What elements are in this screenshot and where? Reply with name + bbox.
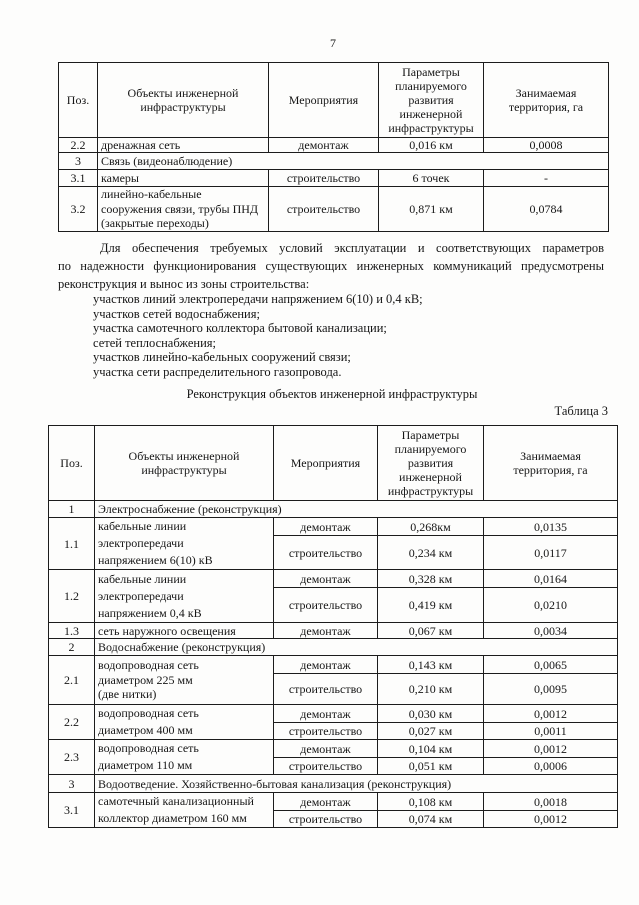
cell-measure: строительство	[274, 536, 378, 570]
cell-measure: демонтаж	[269, 138, 379, 153]
cell-parameter: 0,108 км	[378, 793, 484, 811]
cell-measure: строительство	[269, 187, 379, 232]
cell-parameter: 0,210 км	[378, 674, 484, 705]
cell-territory: 0,0006	[484, 758, 618, 775]
cell-territory: 0,0012	[484, 705, 618, 723]
cell-measure: демонтаж	[274, 656, 378, 674]
cell-position: 2.1	[49, 656, 95, 705]
cell-parameter: 0,030 км	[378, 705, 484, 723]
cell-territory: 0,0012	[484, 811, 618, 828]
list-item: участков линий электропередачи напряжением 6(10) и 0,4 кВ;	[93, 292, 423, 306]
table-row	[59, 187, 609, 232]
cell-parameter: 0,027 км	[378, 723, 484, 740]
section-title: Связь (видеонаблюдение)	[98, 153, 609, 170]
table-row	[49, 570, 618, 588]
cell-territory: 0,0008	[484, 138, 609, 153]
infrastructure-table-continued	[58, 62, 609, 232]
header-measures: Мероприятия	[274, 426, 378, 501]
table-row	[59, 170, 609, 187]
cell-parameter: 0,104 км	[378, 740, 484, 758]
header-parameters: Параметры планируемого развития инженерной инфраструктуры	[378, 426, 484, 501]
cell-territory: 0,0012	[484, 740, 618, 758]
header-position: Поз.	[59, 63, 98, 138]
cell-object: самотечный канализационный коллектор диаметром 160 мм	[95, 793, 274, 828]
cell-object: линейно-кабельные сооружения связи, трубы ПНД (закрытые переходы)	[98, 187, 269, 232]
list-item: участка сети распределительного газопровода.	[93, 364, 342, 379]
list-item: сетей теплоснабжения;	[93, 335, 217, 350]
cell-territory: 0,0135	[484, 518, 618, 536]
section-title: Электроснабжение (реконструкция)	[95, 501, 618, 518]
cell-object: кабельные линии электропередачи напряжением 0,4 кВ	[95, 570, 274, 623]
cell-parameter: 0,143 км	[378, 656, 484, 674]
cell-territory: 0,0164	[484, 570, 618, 588]
paragraph-line: по надежности функционирования существующих инженерных коммуникаций предусмотрены	[58, 259, 604, 273]
cell-measure: строительство	[274, 588, 378, 623]
cell-position: 3.2	[59, 187, 98, 232]
cell-measure: демонтаж	[274, 705, 378, 723]
cell-object: сеть наружного освещения	[95, 623, 274, 639]
header-territory: Занимаемая территория, га	[484, 63, 609, 138]
cell-measure: демонтаж	[274, 623, 378, 639]
table-row	[49, 705, 618, 723]
cell-territory: -	[484, 170, 609, 187]
reconstruction-table	[48, 425, 618, 828]
cell-parameter: 0,067 км	[378, 623, 484, 639]
cell-measure: строительство	[274, 758, 378, 775]
cell-parameter: 0,419 км	[378, 588, 484, 623]
table-row	[59, 138, 609, 153]
table-row	[49, 623, 618, 639]
cell-territory: 0,0065	[484, 656, 618, 674]
list-item: участка самотечного коллектора бытовой канализации;	[93, 321, 387, 336]
cell-territory: 0,0011	[484, 723, 618, 740]
cell-position: 2.3	[49, 740, 95, 775]
header-position: Поз.	[49, 426, 95, 501]
paragraph-line: Для обеспечения требуемых условий эксплуатации и соответствующих параметров	[100, 241, 604, 255]
cell-position: 2	[49, 639, 95, 656]
cell-object: дренажная сеть	[98, 138, 269, 153]
cell-position: 1.1	[49, 518, 95, 570]
cell-territory: 0,0095	[484, 674, 618, 705]
list-item: участков линейно-кабельных сооружений связи;	[93, 350, 351, 365]
cell-parameter: 0,016 км	[379, 138, 484, 153]
cell-territory: 0,0210	[484, 588, 618, 623]
cell-measure: строительство	[274, 811, 378, 828]
header-objects: Объекты инженерной инфраструктуры	[95, 426, 274, 501]
header-parameters: Параметры планируемого развития инженерной инфраструктуры	[379, 63, 484, 138]
cell-territory: 0,0117	[484, 536, 618, 570]
cell-object: водопроводная сеть диаметром 110 мм	[95, 740, 274, 775]
cell-parameter: 6 точек	[379, 170, 484, 187]
cell-object: кабельные линии электропередачи напряжением 6(10) кВ	[95, 518, 274, 570]
table-section-row	[49, 501, 618, 518]
cell-parameter: 0,268км	[378, 518, 484, 536]
section-title: Водоотведение. Хозяйственно-бытовая канализация (реконструкция)	[95, 775, 618, 793]
cell-parameter: 0,234 км	[378, 536, 484, 570]
cell-measure: демонтаж	[274, 793, 378, 811]
cell-position: 1	[49, 501, 95, 518]
cell-territory: 0,0018	[484, 793, 618, 811]
table-header-row	[49, 426, 618, 501]
cell-measure: демонтаж	[274, 570, 378, 588]
list-item: участков сетей водоснабжения;	[93, 306, 260, 321]
cell-territory: 0,0034	[484, 623, 618, 639]
cell-territory: 0,0784	[484, 187, 609, 232]
page-number: 7	[330, 36, 336, 50]
cell-position: 1.2	[49, 570, 95, 623]
cell-parameter: 0,051 км	[378, 758, 484, 775]
cell-parameter: 0,074 км	[378, 811, 484, 828]
cell-measure: демонтаж	[274, 518, 378, 536]
header-objects: Объекты инженерной инфраструктуры	[98, 63, 269, 138]
table-row	[49, 518, 618, 536]
table-section-row	[59, 153, 609, 170]
table-row	[49, 793, 618, 811]
table-section-row	[49, 639, 618, 656]
table-section-row	[49, 775, 618, 793]
table-row	[49, 740, 618, 758]
section-title: Водоснабжение (реконструкция)	[95, 639, 618, 656]
table-row	[49, 656, 618, 674]
cell-parameter: 0,328 км	[378, 570, 484, 588]
cell-position: 2.2	[59, 138, 98, 153]
cell-measure: строительство	[274, 674, 378, 705]
cell-measure: демонтаж	[274, 740, 378, 758]
cell-measure: строительство	[269, 170, 379, 187]
cell-position: 3	[49, 775, 95, 793]
cell-position: 1.3	[49, 623, 95, 639]
cell-parameter: 0,871 км	[379, 187, 484, 232]
header-measures: Мероприятия	[269, 63, 379, 138]
cell-position: 3.1	[49, 793, 95, 828]
table-header-row	[59, 63, 609, 138]
paragraph-line: реконструкция и вынос из зоны строительства:	[58, 277, 310, 291]
cell-position: 3.1	[59, 170, 98, 187]
cell-position: 2.2	[49, 705, 95, 740]
cell-object: водопроводная сеть диаметром 225 мм (две нитки)	[95, 656, 274, 705]
table-caption: Таблица 3	[554, 404, 608, 418]
header-territory: Занимаемая территория, га	[484, 426, 618, 501]
cell-object: водопроводная сеть диаметром 400 мм	[95, 705, 274, 740]
cell-position: 3	[59, 153, 98, 170]
cell-object: камеры	[98, 170, 269, 187]
reconstruction-list	[93, 292, 423, 380]
cell-measure: строительство	[274, 723, 378, 740]
body-paragraph	[58, 239, 604, 293]
section-heading: Реконструкция объектов инженерной инфраструктуры	[186, 387, 478, 401]
